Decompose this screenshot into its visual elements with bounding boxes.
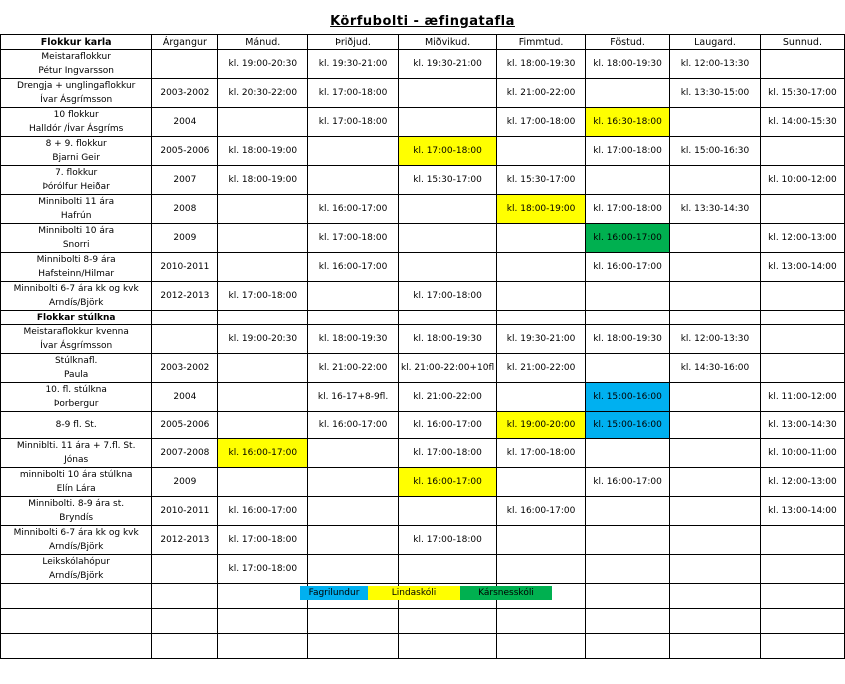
group-cell <box>1 468 152 497</box>
time-cell <box>670 383 761 412</box>
time-cell <box>497 224 586 253</box>
table-row <box>1 282 845 311</box>
blank-row <box>1 634 845 659</box>
coach-name: Hafrún <box>60 211 92 221</box>
time-cell <box>398 108 496 137</box>
year-cell: 2004 <box>152 108 218 137</box>
time-cell <box>308 526 399 555</box>
empty-cell <box>218 584 308 609</box>
group-name: Minniblti. 11 ára + 7.fl. St. <box>16 441 136 451</box>
group-cell <box>1 325 152 354</box>
time-cell: kl. 13:30-14:30 <box>670 195 761 224</box>
group-cell <box>1 50 152 79</box>
coach-name: Þorbergur <box>53 399 99 409</box>
time-cell <box>760 137 844 166</box>
time-cell <box>308 439 399 468</box>
time-cell <box>218 354 308 383</box>
time-cell <box>585 354 669 383</box>
time-cell: kl. 17:00-18:00 <box>585 195 669 224</box>
time-cell: kl. 12:00-13:30 <box>670 325 761 354</box>
time-cell <box>670 468 761 497</box>
empty-cell <box>218 609 308 634</box>
group-name: Drengja + unglingaflokkur <box>16 81 136 91</box>
empty-cell <box>497 634 586 659</box>
time-cell <box>308 468 399 497</box>
time-cell <box>670 439 761 468</box>
time-cell: kl. 17:00-18:00 <box>497 108 586 137</box>
table-row <box>1 50 845 79</box>
coach-name: Jónas <box>64 455 89 465</box>
time-cell: kl. 16:00-17:00 <box>218 439 308 468</box>
time-cell <box>497 383 586 412</box>
time-cell: kl. 17:00-18:00 <box>218 555 308 584</box>
group-cell <box>1 526 152 555</box>
time-cell <box>585 526 669 555</box>
time-cell <box>497 468 586 497</box>
table-row <box>1 439 845 468</box>
time-cell: kl. 19:00-20:30 <box>218 325 308 354</box>
time-cell: kl. 21:00-22:00 <box>308 354 399 383</box>
year-cell: 2009 <box>152 468 218 497</box>
time-cell <box>497 526 586 555</box>
year-cell: 2005-2006 <box>152 137 218 166</box>
year-cell: 2003-2002 <box>152 79 218 108</box>
time-cell: kl. 16:30-18:00 <box>585 108 669 137</box>
time-cell <box>585 497 669 526</box>
group-cell <box>1 555 152 584</box>
table-row <box>1 224 845 253</box>
time-cell <box>308 282 399 311</box>
empty-cell <box>585 634 669 659</box>
time-cell <box>670 412 761 439</box>
header-tue: Þriðjud. <box>308 35 399 50</box>
time-cell <box>670 108 761 137</box>
time-cell <box>670 282 761 311</box>
group-name: Stúlknafl. <box>54 356 98 366</box>
group-name: 7. flokkur <box>55 168 98 178</box>
empty-cell <box>152 634 218 659</box>
time-cell: kl. 17:00-18:00 <box>398 282 496 311</box>
coach-name: Arndís/Björk <box>48 542 104 552</box>
empty-cell <box>585 311 669 325</box>
time-cell <box>760 354 844 383</box>
time-cell <box>218 108 308 137</box>
empty-cell <box>398 634 496 659</box>
time-cell: kl. 13:00-14:00 <box>760 497 844 526</box>
year-cell: 2010-2011 <box>152 253 218 282</box>
time-cell: kl. 17:00-18:00 <box>398 526 496 555</box>
empty-cell <box>670 311 761 325</box>
time-cell <box>308 166 399 195</box>
time-cell <box>398 555 496 584</box>
table-row <box>1 325 845 354</box>
time-cell: kl. 18:00-19:00 <box>218 137 308 166</box>
time-cell: kl. 21:00-22:00 <box>398 383 496 412</box>
table-row <box>1 555 845 584</box>
empty-cell <box>218 634 308 659</box>
header-sun: Sunnud. <box>760 35 844 50</box>
time-cell: kl. 21:00-22:00 <box>497 354 586 383</box>
time-cell: kl. 20:30-22:00 <box>218 79 308 108</box>
group-name: Meistaraflokkur kvenna <box>23 327 129 337</box>
time-cell <box>760 325 844 354</box>
year-cell: 2007 <box>152 166 218 195</box>
time-cell <box>670 526 761 555</box>
empty-cell <box>308 609 399 634</box>
time-cell: kl. 16:00-17:00 <box>398 468 496 497</box>
legend-fagrilundur: Fagrilundur <box>300 586 368 600</box>
group-name: Minnibolti. 8-9 ára st. <box>28 499 125 509</box>
year-cell: 2012-2013 <box>152 282 218 311</box>
group-cell <box>1 383 152 412</box>
time-cell <box>218 383 308 412</box>
empty-cell <box>760 609 844 634</box>
empty-cell <box>1 634 152 659</box>
time-cell: kl. 16-17+8-9fl. <box>308 383 399 412</box>
table-row <box>1 195 845 224</box>
time-cell <box>398 224 496 253</box>
time-cell <box>760 555 844 584</box>
time-cell: kl. 12:00-13:30 <box>670 50 761 79</box>
time-cell <box>398 253 496 282</box>
header-group: Flokkur karla <box>1 35 152 50</box>
coach-name: Ívar Ásgrímsson <box>40 95 113 105</box>
schedule-table <box>0 34 845 659</box>
empty-cell <box>670 634 761 659</box>
empty-cell <box>218 311 308 325</box>
time-cell: kl. 17:00-18:00 <box>398 439 496 468</box>
group-name: 8-9 fl. St. <box>55 420 97 430</box>
empty-cell <box>152 584 218 609</box>
time-cell: kl. 12:00-13:00 <box>760 224 844 253</box>
group-name: 10. fl. stúlkna <box>45 385 107 395</box>
time-cell: kl. 15:30-17:00 <box>398 166 496 195</box>
coach-name: Hafsteinn/Hilmar <box>38 269 115 279</box>
time-cell: kl. 18:00-19:30 <box>585 50 669 79</box>
time-cell <box>585 439 669 468</box>
time-cell: kl. 19:30-21:00 <box>398 50 496 79</box>
empty-cell <box>497 311 586 325</box>
time-cell <box>585 79 669 108</box>
time-cell: kl. 14:00-15:30 <box>760 108 844 137</box>
time-cell: kl. 19:00-20:00 <box>497 412 586 439</box>
time-cell: kl. 18:00-19:30 <box>308 325 399 354</box>
time-cell <box>497 137 586 166</box>
group-cell <box>1 108 152 137</box>
time-cell: kl. 18:00-19:00 <box>497 195 586 224</box>
time-cell: kl. 21:00-22:00 <box>497 79 586 108</box>
year-cell: 2008 <box>152 195 218 224</box>
time-cell <box>760 282 844 311</box>
section-title: Flokkar stúlkna <box>1 311 152 325</box>
time-cell <box>670 253 761 282</box>
time-cell: kl. 16:00-17:00 <box>497 497 586 526</box>
time-cell: kl. 18:00-19:00 <box>218 166 308 195</box>
time-cell <box>760 50 844 79</box>
time-cell <box>760 526 844 555</box>
time-cell: kl. 15:30-17:00 <box>760 79 844 108</box>
group-cell <box>1 79 152 108</box>
legend-karsnesskoli: Kársnesskóli <box>460 586 552 600</box>
coach-name: Pétur Ingvarsson <box>38 66 114 76</box>
empty-cell <box>670 584 761 609</box>
header-year: Árgangur <box>152 35 218 50</box>
time-cell: kl. 19:30-21:00 <box>497 325 586 354</box>
table-row <box>1 412 845 439</box>
group-cell <box>1 354 152 383</box>
empty-cell <box>670 609 761 634</box>
time-cell <box>218 468 308 497</box>
time-cell <box>218 195 308 224</box>
time-cell: kl. 19:30-21:00 <box>308 50 399 79</box>
group-name: Meistaraflokkur <box>41 52 111 62</box>
time-cell: kl. 18:00-19:30 <box>585 325 669 354</box>
table-row <box>1 166 845 195</box>
table-row <box>1 253 845 282</box>
time-cell: kl. 15:30-17:00 <box>497 166 586 195</box>
table-row <box>1 526 845 555</box>
coach-name: Halldór /Ívar Ásgríms <box>28 124 124 134</box>
time-cell: kl. 21:00-22:00+10fl <box>398 354 496 383</box>
year-cell: 2007-2008 <box>152 439 218 468</box>
year-cell: 2005-2006 <box>152 412 218 439</box>
group-name: Minnibolti 8-9 ára <box>36 255 116 265</box>
time-cell: kl. 16:00-17:00 <box>585 253 669 282</box>
time-cell <box>670 166 761 195</box>
time-cell: kl. 16:00-17:00 <box>398 412 496 439</box>
time-cell <box>398 195 496 224</box>
year-cell <box>152 325 218 354</box>
time-cell: kl. 16:00-17:00 <box>308 253 399 282</box>
time-cell <box>398 497 496 526</box>
header-thu: Fimmtud. <box>497 35 586 50</box>
group-cell <box>1 224 152 253</box>
time-cell <box>218 224 308 253</box>
time-cell <box>585 282 669 311</box>
empty-cell <box>398 609 496 634</box>
empty-cell <box>152 609 218 634</box>
header-fri: Föstud. <box>585 35 669 50</box>
group-cell <box>1 412 152 439</box>
coach-name: Þórólfur Heiðar <box>42 182 110 192</box>
time-cell: kl. 15:00-16:00 <box>585 383 669 412</box>
group-cell <box>1 282 152 311</box>
empty-cell <box>760 311 844 325</box>
group-name: Minnibolti 11 ára <box>38 197 115 207</box>
time-cell: kl. 10:00-12:00 <box>760 166 844 195</box>
coach-name: Bjarni Geir <box>52 153 100 163</box>
time-cell: kl. 18:00-19:30 <box>398 325 496 354</box>
empty-cell <box>497 609 586 634</box>
table-row <box>1 497 845 526</box>
coach-name: Snorri <box>62 240 90 250</box>
coach-name: Bryndís <box>59 513 94 523</box>
time-cell: kl. 16:00-17:00 <box>308 412 399 439</box>
header-sat: Laugard. <box>670 35 761 50</box>
group-cell <box>1 253 152 282</box>
table-row <box>1 108 845 137</box>
header-row <box>1 35 845 50</box>
time-cell <box>497 282 586 311</box>
time-cell: kl. 17:00-18:00 <box>308 108 399 137</box>
time-cell <box>670 555 761 584</box>
year-cell: 2003-2002 <box>152 354 218 383</box>
time-cell: kl. 15:00-16:30 <box>670 137 761 166</box>
empty-cell <box>1 584 152 609</box>
time-cell: kl. 13:30-15:00 <box>670 79 761 108</box>
time-cell: kl. 17:00-18:00 <box>585 137 669 166</box>
header-mon: Mánud. <box>218 35 308 50</box>
section-row <box>1 311 845 325</box>
blank-row <box>1 609 845 634</box>
empty-cell <box>760 634 844 659</box>
group-cell <box>1 497 152 526</box>
time-cell: kl. 16:00-17:00 <box>308 195 399 224</box>
empty-cell <box>308 311 399 325</box>
empty-cell <box>585 609 669 634</box>
empty-cell <box>308 634 399 659</box>
time-cell <box>497 555 586 584</box>
time-cell: kl. 17:00-18:00 <box>497 439 586 468</box>
group-name: 8 + 9. flokkur <box>45 139 107 149</box>
time-cell: kl. 17:00-18:00 <box>398 137 496 166</box>
time-cell: kl. 17:00-18:00 <box>218 526 308 555</box>
time-cell: kl. 11:00-12:00 <box>760 383 844 412</box>
coach-name: Elín Lára <box>56 484 96 494</box>
page-title: Körfubolti - æfingatafla <box>330 14 515 29</box>
table-row <box>1 137 845 166</box>
group-name: Leikskólahópur <box>42 557 110 567</box>
time-cell: kl. 19:00-20:30 <box>218 50 308 79</box>
time-cell: kl. 17:00-18:00 <box>308 79 399 108</box>
time-cell: kl. 17:00-18:00 <box>308 224 399 253</box>
time-cell <box>670 497 761 526</box>
group-name: Minnibolti 6-7 ára kk og kvk <box>13 284 139 294</box>
time-cell <box>585 555 669 584</box>
time-cell <box>497 253 586 282</box>
empty-cell <box>585 584 669 609</box>
time-cell <box>308 137 399 166</box>
group-cell <box>1 195 152 224</box>
time-cell <box>308 555 399 584</box>
group-name: minnibolti 10 ára stúlkna <box>19 470 133 480</box>
empty-cell <box>152 311 218 325</box>
time-cell <box>670 224 761 253</box>
year-cell: 2010-2011 <box>152 497 218 526</box>
time-cell: kl. 18:00-19:30 <box>497 50 586 79</box>
year-cell <box>152 555 218 584</box>
group-cell <box>1 166 152 195</box>
time-cell <box>308 497 399 526</box>
year-cell: 2009 <box>152 224 218 253</box>
time-cell: kl. 14:30-16:00 <box>670 354 761 383</box>
year-cell: 2004 <box>152 383 218 412</box>
empty-cell <box>1 609 152 634</box>
time-cell <box>760 195 844 224</box>
time-cell <box>398 79 496 108</box>
time-cell: kl. 15:00-16:00 <box>585 412 669 439</box>
time-cell: kl. 16:00-17:00 <box>585 224 669 253</box>
time-cell: kl. 16:00-17:00 <box>585 468 669 497</box>
header-wed: Miðvikud. <box>398 35 496 50</box>
empty-cell <box>398 311 496 325</box>
time-cell <box>218 412 308 439</box>
empty-cell <box>760 584 844 609</box>
group-name: Minnibolti 10 ára <box>38 226 115 236</box>
table-row <box>1 383 845 412</box>
time-cell: kl. 13:00-14:00 <box>760 253 844 282</box>
coach-name: Paula <box>64 370 89 380</box>
coach-name: Arndís/Björk <box>48 298 104 308</box>
time-cell <box>218 253 308 282</box>
time-cell <box>585 166 669 195</box>
group-cell <box>1 137 152 166</box>
table-row <box>1 79 845 108</box>
table-row <box>1 354 845 383</box>
color-legend <box>300 586 552 600</box>
group-name: Minnibolti 6-7 ára kk og kvk <box>13 528 139 538</box>
table-row <box>1 468 845 497</box>
time-cell: kl. 13:00-14:30 <box>760 412 844 439</box>
legend-lindaskoli: Lindaskóli <box>368 586 460 600</box>
time-cell: kl. 10:00-11:00 <box>760 439 844 468</box>
year-cell: 2012-2013 <box>152 526 218 555</box>
group-cell <box>1 439 152 468</box>
time-cell: kl. 16:00-17:00 <box>218 497 308 526</box>
year-cell <box>152 50 218 79</box>
time-cell: kl. 17:00-18:00 <box>218 282 308 311</box>
group-name: 10 flokkur <box>53 110 99 120</box>
time-cell: kl. 12:00-13:00 <box>760 468 844 497</box>
coach-name: Ívar Ásgrímsson <box>40 341 113 351</box>
coach-name: Arndís/Björk <box>48 571 104 581</box>
